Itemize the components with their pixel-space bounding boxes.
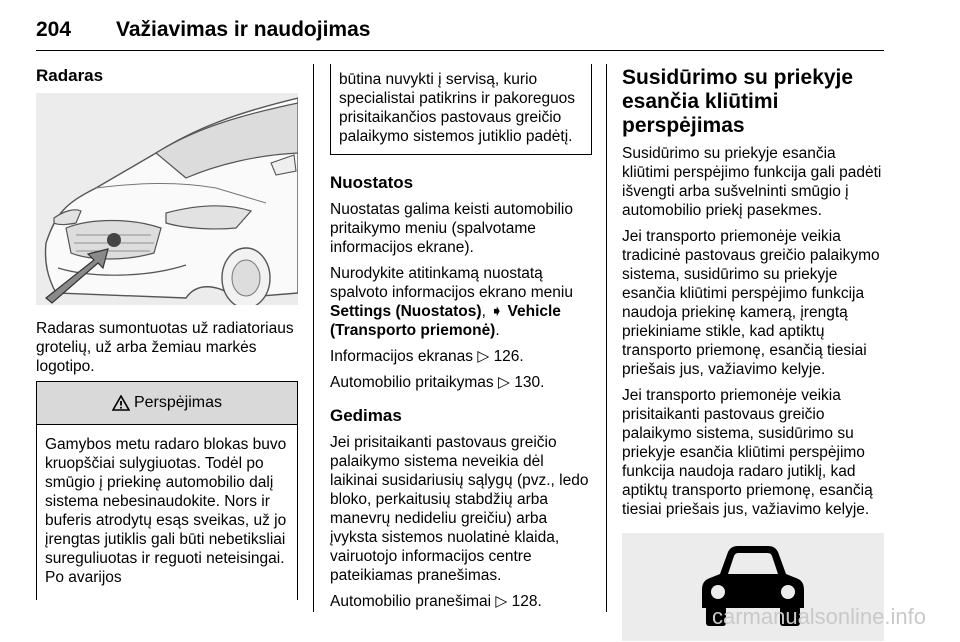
warning-triangle-icon [112, 395, 130, 411]
warning-continuation-box [330, 64, 592, 155]
xref-vehicle-messages-page: 128. [511, 593, 542, 610]
settings-paragraph-1: Nuostatas galima keisti automobilio pritaikymo meniu (spalvotame informacijos ekrane). [330, 201, 573, 256]
watermark: carmanualsonline.info [711, 604, 926, 629]
menu-vehicle-label: Vehicle (Transporto priemonė) [330, 303, 561, 339]
column-divider-2 [606, 64, 607, 612]
xref-vehicle-personalization[interactable] [330, 373, 592, 392]
fcw-paragraph-1: Susidūrimo su priekyje esančia kliūtimi perspėjimo funkcija gali padėti išvengti arba sušvelninti smūgio į automobilio priekį pasekmes. [622, 145, 882, 219]
xref-info-display-page: 126. [493, 348, 524, 365]
menu-separator: , [481, 303, 491, 320]
column-2 [330, 64, 592, 618]
warning-box [36, 381, 298, 600]
xref-vehicle-personalization-text: Automobilio pritaikymas [330, 374, 494, 391]
radar-caption: Radaras sumontuotas už radiatoriaus grotelių, už arba žemiau markės logotipo. [36, 320, 294, 375]
car-front-radar-illustration [36, 93, 298, 305]
column-3 [622, 66, 884, 641]
xref-info-display-text: Informacijos ekranas [330, 348, 474, 365]
warning-continuation-text: būtina nuvykti į servisą, kurio specialistai patikrins ir pakoreguos prisitaikančios pastovaus greičio palaikymo sistemos jutiklio padėtį. [339, 71, 576, 145]
xref-vehicle-messages[interactable] [330, 592, 592, 611]
page-number: 204 [36, 18, 72, 41]
warning-header [37, 382, 297, 425]
xref-info-display[interactable] [330, 347, 592, 366]
column-1 [36, 66, 298, 383]
section-heading-radar: Radaras [36, 66, 104, 85]
xref-vehicle-personalization-page: 130. [514, 374, 545, 391]
fcw-paragraph-2: Jei transporto priemonėje veikia tradicinė pastovaus greičio palaikymo sistema, susidūrimo su priekyje esančia kliūtimi perspėjimo funkcija naudoja priekinę kamerą, įrengtą priekiniame stikle, kad aptiktų transporto priemonę, esančią tiesiai priešais jus, važiavimo kelyje. [622, 228, 880, 378]
fault-paragraph: Jei prisitaikanti pastovaus greičio palaikymo sistema neveikia dėl laikinai susidariusių sąlygų (pvz., ledo bloko, perkaitusių stabdžių arba manevrų nedideliu greičiu) arba įvyksta sistemos nuolatinė klaida, vairuotojo informacijos centre pateikiamas pranešimas. [330, 434, 589, 584]
settings-p2-prefix: Nurodykite atitinkamą nuostatą spalvoto informacijos ekrano meniu [330, 265, 573, 301]
section-heading-fault: Gedimas [330, 406, 402, 425]
menu-end: . [495, 322, 500, 339]
section-heading-forward-collision: Susidūrimo su priekyje esančia kliūtimi perspėjimas [622, 66, 854, 137]
section-heading-settings: Nuostatos [330, 173, 414, 192]
warning-title: Perspėjimas [133, 394, 223, 411]
settings-paragraph-2 [330, 264, 592, 340]
warning-text: Gamybos metu radaro blokas buvo kruopščiai sulygiuotas. Todėl po smūgio į priekinę automobilio dalį sistema nebesinaudokite. Nors ir buferis atrodytų esąs sveikas, už jo įrengtas jutiklis gali būti nebetiksliai sureguliuotas ir reguoti neteisingai. Po avarijos [45, 436, 287, 586]
xref-arrow-icon: ▷ [477, 348, 490, 365]
menu-arrow-icon: ➧ [490, 303, 504, 320]
xref-arrow-icon: ▷ [495, 593, 508, 610]
column-divider-1 [313, 64, 314, 612]
chapter-title: Važiavimas ir naudojimas [116, 18, 371, 41]
page-header [36, 14, 884, 51]
menu-settings-label: Settings (Nuostatos) [330, 303, 482, 320]
xref-vehicle-messages-text: Automobilio pranešimai [330, 593, 492, 610]
fcw-paragraph-3: Jei transporto priemonėje veikia prisitaikanti pastovaus greičio palaikymo sistema, susidūrimo su priekyje esančia kliūtimi perspėjimo funkcija naudoja radaro jutiklį, kad aptiktų transporto priemonę, esančią tiesiai priešais jus, važiavimo kelyje. [622, 387, 873, 518]
xref-arrow-icon: ▷ [498, 374, 510, 391]
